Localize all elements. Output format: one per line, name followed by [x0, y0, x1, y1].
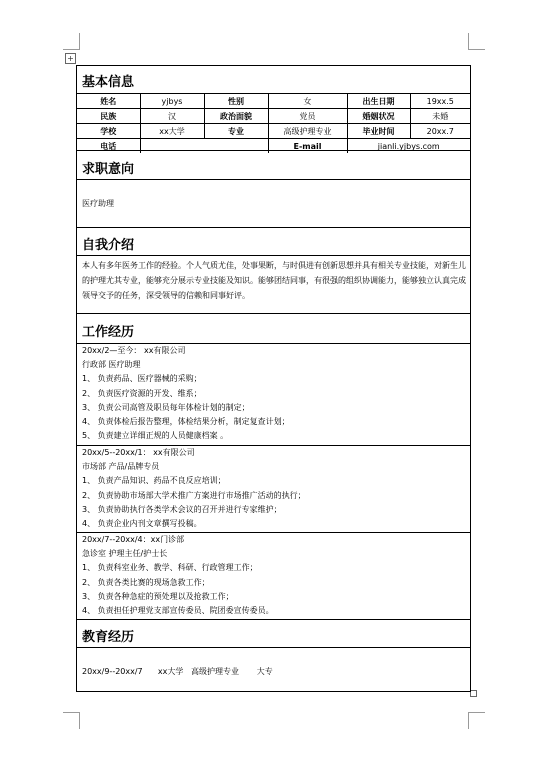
work-entry-1-line: 20xx/2—至今： xx有限公司 [82, 346, 186, 355]
work-heading: 工作经历 [82, 325, 135, 340]
birth-value: 19xx.5 [410, 94, 470, 109]
table-row [77, 124, 470, 139]
work-entry-3-line: 4、 负责担任护理党支部宣传委员、院团委宣传委员。 [82, 606, 274, 616]
work-heading-row [77, 314, 470, 344]
political-label: 政治面貌 [204, 109, 268, 124]
school-label: 学校 [77, 124, 140, 139]
marital-value: 未婚 [410, 109, 470, 124]
work-entry-3 [77, 533, 470, 620]
graduation-label: 毕业时间 [347, 124, 410, 139]
work-entry-1-line: 行政部 医疗助理 [82, 360, 141, 370]
work-entry-1-line: 1、 负责药品、医疗器械的采购； [82, 374, 202, 384]
table-resize-handle[interactable] [470, 690, 477, 697]
self-intro-content [77, 256, 470, 314]
self-intro-text: 本人有多年医务工作的经验。个人气质尤佳，处事果断，与时俱进有创新思想并具有相关专业技能，对新生儿的护理尤其专业，能够充分展示专业技能及知识。能够团结同事，有很强的组织协调能力，能够独立认真完成领导交予的任务，深受领导的信赖和同事好评。 [82, 261, 466, 300]
self-intro-heading: 自我介绍 [82, 238, 135, 253]
gender-label: 性别 [204, 94, 268, 109]
work-entry-3-line: 3、 负责各种急症的预处理以及抢救工作； [82, 591, 234, 601]
graduation-value: 20xx.7 [410, 124, 470, 139]
job-intent-text: 医疗助理 [82, 199, 114, 208]
basic-info-section [77, 66, 470, 151]
page-corner-mark-bottom-right [468, 712, 485, 729]
page-corner-mark-bottom-left [63, 712, 80, 729]
basic-info-heading: 基本信息 [82, 75, 135, 90]
school-value: xx大学 [140, 124, 204, 139]
major-label: 专业 [204, 124, 268, 139]
edu-heading-row [77, 620, 470, 648]
work-entry-2-line: 1、 负责产品知识、药品不良反应培训； [82, 476, 226, 486]
gender-value: 女 [268, 94, 347, 109]
email-value: jianli.yjbys.com [347, 139, 470, 154]
basic-info-table [77, 93, 470, 153]
work-entry-1-line: 5、 负责建立详细正规的人员健康档案 。 [82, 431, 229, 441]
resume-table [76, 65, 471, 692]
work-entry-2-line: 4、 负责企业内刊文章撰写投稿。 [82, 519, 202, 529]
birth-label: 出生日期 [347, 94, 410, 109]
email-label: E-mail [268, 139, 347, 154]
major-value: 高级护理专业 [268, 124, 347, 139]
work-entry-1 [77, 344, 470, 446]
political-value: 党员 [268, 109, 347, 124]
work-entry-3-line: 1、 负责科室业务、教学、科研、行政管理工作； [82, 563, 258, 573]
page-corner-mark-top-right [468, 33, 485, 50]
table-row [77, 109, 470, 124]
edu-text: 20xx/9--20xx/7 xx大学 高级护理专业 大专 [82, 667, 273, 676]
edu-content [77, 648, 470, 691]
name-label: 姓名 [77, 94, 140, 109]
work-entry-2-line: 3、 负责协助执行各类学术会议的召开并进行专家维护； [82, 504, 282, 514]
table-move-handle-icon[interactable]: + [65, 53, 76, 64]
work-entry-2-line: 2、 负责协助市场部大学术推广方案进行市场推广活动的执行； [82, 490, 306, 500]
work-entry-1-line: 2、 负责医疗资源的开发、维系； [82, 388, 202, 398]
work-entry-2-line: 20xx/5--20xx/1： xx有限公司 [82, 448, 195, 457]
page-corner-mark-top-left [63, 33, 80, 50]
table-row [77, 94, 470, 109]
marital-label: 婚姻状况 [347, 109, 410, 124]
work-entry-1-line: 3、 负责公司高管及职员每年体检计划的制定； [82, 402, 250, 412]
edu-heading: 教育经历 [82, 630, 135, 645]
self-intro-heading-row [77, 228, 470, 256]
name-value: yjbys [140, 94, 204, 109]
phone-label: 电话 [77, 139, 140, 154]
work-entry-1-line: 4、 负责体检后报告整理，体检结果分析，制定复查计划； [82, 417, 290, 427]
work-entry-3-line: 20xx/7--20xx/4：xx门诊部 [82, 535, 185, 544]
ethnicity-label: 民族 [77, 109, 140, 124]
ethnicity-value: 汉 [140, 109, 204, 124]
work-entry-3-line: 2、 负责各类比赛的现场急救工作； [82, 577, 210, 587]
job-intent-heading: 求职意向 [82, 162, 135, 177]
work-entry-2-line: 市场部 产品/品牌专员 [82, 462, 160, 472]
job-intent-content [77, 180, 470, 228]
work-entry-3-line: 急诊室 护理主任/护士长 [82, 549, 168, 559]
work-entry-2 [77, 446, 470, 533]
job-intent-heading-row [77, 151, 470, 180]
